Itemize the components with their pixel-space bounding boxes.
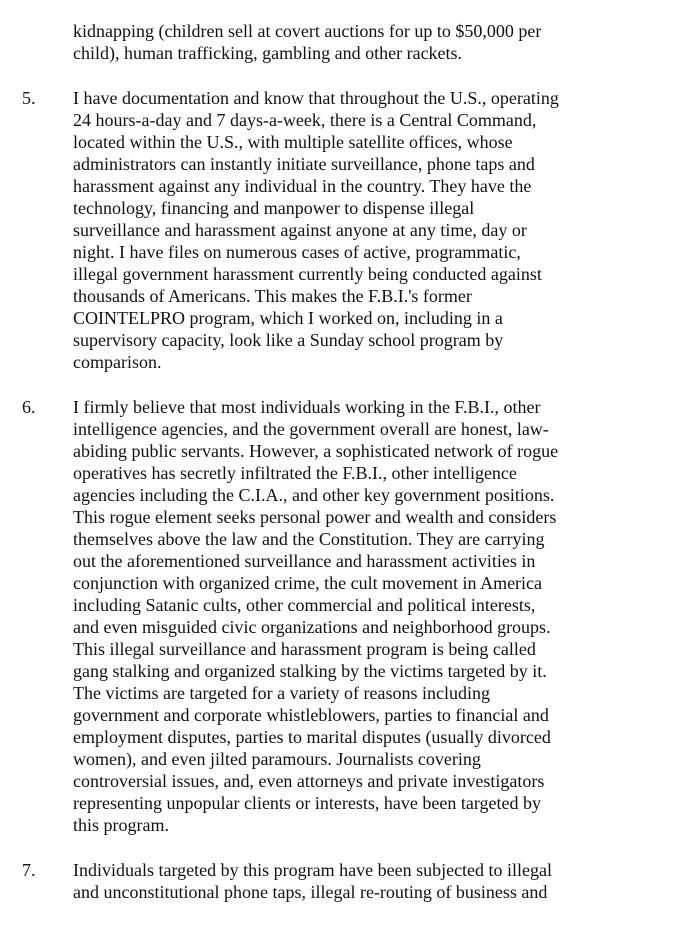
text-line: night. I have files on numerous cases of active, programmatic, bbox=[73, 242, 521, 262]
text-line: intelligence agencies, and the government overall are honest, law- bbox=[73, 419, 549, 439]
text-line: surveillance and harassment against anyone at any time, day or bbox=[73, 220, 527, 240]
text-line: I have documentation and know that throughout the U.S., operating bbox=[73, 88, 559, 108]
text-line: and even misguided civic organizations and neighborhood groups. bbox=[73, 617, 551, 637]
text-line: including Satanic cults, other commercial and political interests, bbox=[73, 595, 536, 615]
text-line: This rogue element seeks personal power and wealth and considers bbox=[73, 507, 557, 527]
text-line: comparison. bbox=[73, 352, 162, 372]
text-line: and unconstitutional phone taps, illegal re-routing of business and bbox=[73, 882, 548, 902]
text-line: The victims are targeted for a variety of reasons including bbox=[73, 683, 491, 703]
paragraph-number: 5. bbox=[22, 88, 36, 108]
text-line: abiding public servants. However, a sophisticated network of rogue bbox=[73, 441, 559, 461]
text-line: supervisory capacity, look like a Sunday school program by bbox=[73, 330, 504, 350]
text-line: women), and even jilted paramours. Journalists covering bbox=[73, 749, 481, 769]
paragraph-text bbox=[73, 859, 663, 903]
text-line: agencies including the C.I.A., and other key government positions. bbox=[73, 485, 555, 505]
paragraph-text bbox=[73, 396, 663, 836]
text-line: located within the U.S., with multiple satellite offices, whose bbox=[73, 132, 513, 152]
text-line: illegal government harassment currently being conducted against bbox=[73, 264, 542, 284]
paragraph-number: 6. bbox=[22, 397, 36, 417]
text-line: representing unpopular clients or interests, have been targeted by bbox=[73, 793, 542, 813]
text-line: harassment against any individual in the country. They have the bbox=[73, 176, 532, 196]
paragraph-number: 7. bbox=[22, 860, 36, 880]
text-line: 24 hours-a-day and 7 days-a-week, there is a Central Command, bbox=[73, 110, 537, 130]
text-line: this program. bbox=[73, 815, 169, 835]
text-line: thousands of Americans. This makes the F.B.I.'s former bbox=[73, 286, 472, 306]
text-line: kidnapping (children sell at covert auctions for up to $50,000 per bbox=[73, 21, 542, 41]
text-line: Individuals targeted by this program have been subjected to illegal bbox=[73, 860, 553, 880]
text-line: conjunction with organized crime, the cult movement in America bbox=[73, 573, 543, 593]
paragraph-text bbox=[73, 20, 663, 64]
text-line: operatives has secretly infiltrated the F.B.I., other intelligence bbox=[73, 463, 517, 483]
text-line: administrators can instantly initiate surveillance, phone taps and bbox=[73, 154, 535, 174]
text-line: gang stalking and organized stalking by the victims targeted by it. bbox=[73, 661, 547, 681]
text-line: themselves above the law and the Constitution. They are carrying bbox=[73, 529, 545, 549]
text-line: This illegal surveillance and harassment program is being called bbox=[73, 639, 536, 659]
paragraph-text bbox=[73, 87, 663, 373]
text-line: I firmly believe that most individuals working in the F.B.I., other bbox=[73, 397, 541, 417]
text-line: COINTELPRO program, which I worked on, including in a bbox=[73, 308, 503, 328]
text-line: technology, financing and manpower to dispense illegal bbox=[73, 198, 475, 218]
text-line: government and corporate whistleblowers, parties to financial and bbox=[73, 705, 549, 725]
text-line: controversial issues, and, even attorneys and private investigators bbox=[73, 771, 545, 791]
text-line: child), human trafficking, gambling and other rackets. bbox=[73, 43, 463, 63]
text-line: out the aforementioned surveillance and harassment activities in bbox=[73, 551, 536, 571]
text-line: employment disputes, parties to marital disputes (usually divorced bbox=[73, 727, 551, 747]
